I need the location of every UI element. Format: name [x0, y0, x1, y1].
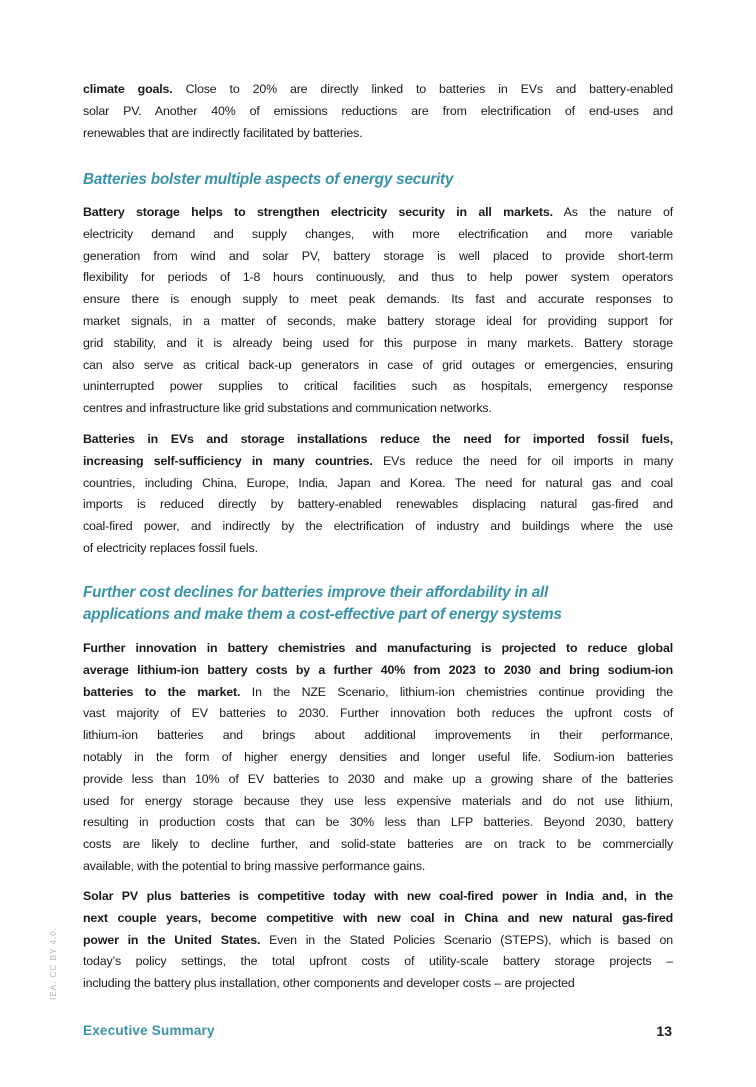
bold-lead-text: Solar PV plus batteries is competitive today with new coal-fired power in India and, in the [83, 889, 673, 903]
bold-lead-text: increasing self-sufficiency in many countries. [83, 453, 373, 468]
section-heading-energy-security [83, 169, 673, 191]
text-line [83, 725, 673, 747]
body-text: ensure there is enough supply to meet peak demands. Its fast and accurate responses to [83, 292, 673, 307]
text-line [83, 429, 673, 451]
text-line [83, 769, 673, 791]
body-text: countries, including China, Europe, India, Japan and Korea. The need for natural gas and coal [83, 475, 673, 490]
text-line [83, 101, 673, 123]
body-text: grid stability, and it is already being used for this purpose in many markets. Battery storage [83, 335, 673, 350]
body-text: generation from wind and solar PV, battery storage is well placed to provide short-term [83, 248, 673, 263]
text-line [83, 333, 673, 355]
body-text: coal-fired power, and indirectly by the electrification of industry and buildings where the use [83, 519, 673, 534]
footer-section-title: Executive Summary [83, 1023, 215, 1038]
bold-lead-text: next couple years, become competitive with new coal in China and new natural gas-fired [83, 910, 673, 925]
heading-line: applications and make them a cost-effective part of energy systems [83, 606, 562, 623]
bold-lead-text: batteries to the market. [83, 684, 241, 699]
text-line [83, 202, 673, 224]
text-line [83, 376, 673, 398]
bold-lead-text: Batteries in EVs and storage installations reduce the need for imported fossil fuels, [83, 432, 673, 446]
heading-line: Batteries bolster multiple aspects of energy security [83, 171, 454, 188]
body-text: Even in the Stated Policies Scenario (STEPS), which is based on [260, 932, 673, 947]
bold-lead-text: average lithium-ion battery costs by a further 40% from 2023 to 2030 and bring sodium-ion [83, 662, 673, 677]
body-text: provide less than 10% of EV batteries to 2030 and make up a growing share of the batteries [83, 771, 673, 786]
body-text: centres and infrastructure like grid substations and communication networks. [83, 401, 492, 416]
text-line [83, 930, 673, 952]
text-line [83, 79, 673, 101]
bold-lead-text: Battery storage helps to strengthen electricity security in all markets. [83, 205, 553, 219]
body-text: today’s policy settings, the total upfront costs of utility-scale battery storage projects – [83, 954, 673, 969]
body-text: electricity demand and supply changes, with more electrification and more variable [83, 226, 673, 241]
body-text: flexibility for periods of 1-8 hours continuously, and thus to help power system operators [83, 270, 673, 285]
body-text: used for energy storage because they use less expensive materials and do not use lithium, [83, 793, 673, 808]
license-watermark: IEA. CC BY 4.0. [48, 927, 58, 1000]
text-line [83, 682, 673, 704]
text-line [83, 538, 673, 560]
paragraph-battery-innovation [83, 638, 673, 878]
text-line [83, 224, 673, 246]
text-line [83, 516, 673, 538]
text-line [83, 834, 673, 856]
body-text: notably in the form of higher energy densities and longer useful life. Sodium-ion batteries [83, 749, 673, 764]
body-text: renewables that are indirectly facilitated by batteries. [83, 125, 363, 140]
bold-lead-text: climate goals. [83, 82, 173, 96]
text-line [83, 267, 673, 289]
text-line [83, 638, 673, 660]
text-line [83, 398, 673, 420]
text-line [83, 973, 673, 995]
text-line [83, 886, 673, 908]
body-text: costs are likely to decline further, and solid-state batteries are on track to be commercially [83, 837, 673, 852]
text-line [83, 951, 673, 973]
text-line [83, 311, 673, 333]
text-line [83, 246, 673, 268]
text-line [83, 703, 673, 725]
body-text: Close to 20% are directly linked to batteries in EVs and battery-enabled [172, 82, 673, 96]
text-line [83, 123, 673, 145]
text-line [83, 908, 673, 930]
text-line [83, 660, 673, 682]
text-line [83, 494, 673, 516]
text-line [83, 355, 673, 377]
page-number: 13 [656, 1023, 672, 1039]
paragraph-fossil-fuel-imports [83, 429, 673, 560]
bold-lead-text: Further innovation in battery chemistries and manufacturing is projected to reduce global [83, 641, 673, 655]
bold-lead-text: power in the United States. [83, 932, 261, 947]
paragraph-solar-pv-batteries [83, 886, 673, 995]
text-line [83, 812, 673, 834]
body-text: resulting in production costs that can be 30% less than LFP batteries. Beyond 2030, battery [83, 815, 673, 830]
body-text: imports is reduced directly by battery-enabled renewables displacing natural gas-fired and [83, 497, 673, 512]
body-text: As the nature of [552, 205, 674, 219]
body-text: including the battery plus installation, other components and developer costs – are projected [83, 976, 575, 991]
body-text: available, with the potential to bring massive performance gains. [83, 858, 426, 873]
text-line [83, 747, 673, 769]
paragraph-electricity-security [83, 202, 673, 420]
body-text: market signals, in a matter of seconds, make battery storage ideal for providing support for [83, 313, 673, 328]
text-line [83, 451, 673, 473]
heading-line: Further cost declines for batteries improve their affordability in all [83, 584, 549, 601]
body-text: solar PV. Another 40% of emissions reductions are from electrification of end-uses and [83, 103, 673, 118]
body-text: vast majority of EV batteries to 2030. Further innovation both reduces the upfront costs of [83, 706, 673, 721]
body-text: can also serve as critical back-up generators in case of grid outages or emergencies, ensuring [83, 357, 673, 372]
body-text: uninterrupted power supplies to critical facilities such as hospitals, emergency response [83, 379, 673, 394]
section-heading-cost-declines [83, 582, 673, 626]
text-line [83, 473, 673, 495]
paragraph-climate-goals [83, 79, 673, 144]
text-line [83, 791, 673, 813]
body-text: of electricity replaces fossil fuels. [83, 540, 258, 555]
text-line [83, 289, 673, 311]
body-text: lithium-ion batteries and brings about additional improvements in their performance, [83, 728, 673, 743]
body-text: In the NZE Scenario, lithium-ion chemistries continue providing the [240, 684, 673, 699]
body-text: EVs reduce the need for oil imports in many [372, 453, 674, 468]
text-line [83, 856, 673, 878]
